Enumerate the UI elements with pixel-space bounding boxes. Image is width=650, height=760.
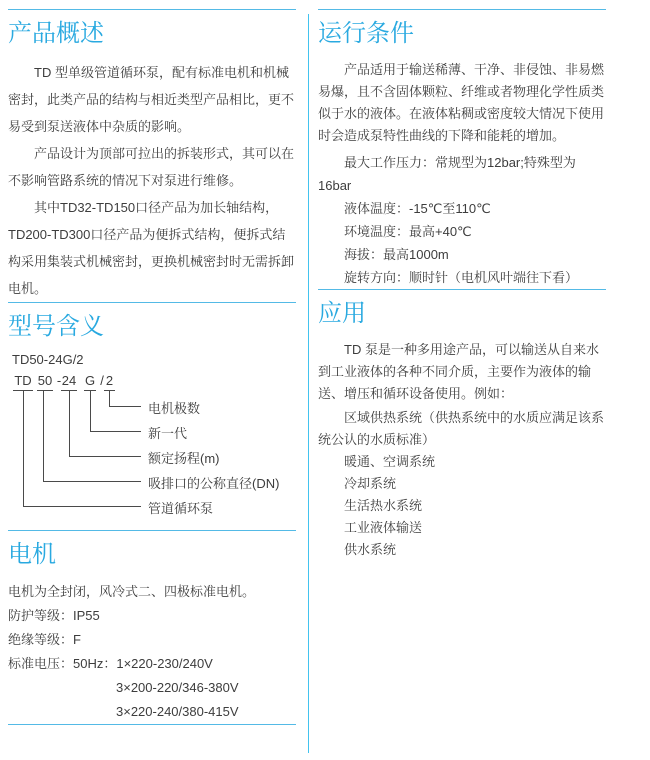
- section-product-overview: [8, 9, 296, 302]
- motor-line-voltage: 3×220-240/380-415V: [116, 704, 239, 719]
- application-item: 生活热水系统: [344, 498, 423, 513]
- spec-max-working-pressure: 最大工作压力：常规型为12bar;特殊型为16bar: [318, 155, 576, 193]
- left-column: [8, 9, 296, 725]
- spec-altitude: 海拔：最高1000m: [344, 247, 449, 262]
- model-connector: [23, 390, 141, 507]
- model-diagram: [8, 373, 296, 523]
- spec-liquid-temperature: 液体温度：-15℃至110℃: [344, 201, 491, 216]
- application-item: 工业液体输送: [344, 520, 423, 535]
- section-title-product-overview: 产品概述: [8, 20, 104, 47]
- section-application: [318, 289, 606, 561]
- section-title-application: 应用: [318, 300, 366, 327]
- model-label-motor-poles: 电机极数: [148, 401, 201, 416]
- model-label-pipeline-pump: 管道循环泵: [148, 501, 214, 516]
- column-divider: [308, 14, 309, 753]
- model-code: TD50-24G/2: [12, 352, 84, 367]
- application-list: [318, 407, 606, 561]
- operating-spec-list: [318, 151, 606, 289]
- operating-paragraph: 产品适用于输送稀薄、干净、非侵蚀、非易燃易爆，且不含固体颗粒、纤维或者物理化学性质类似于水的液体。在液体粘稠或密度较大情况下使用时会造成泵特性曲线的下降和能耗的增加。: [318, 62, 605, 143]
- model-label-new-generation: 新一代: [148, 426, 188, 441]
- section-title-operating-conditions: 运行条件: [318, 20, 414, 47]
- application-item: 区域供热系统（供热系统中的水质应满足该系统公认的水质标准）: [318, 410, 605, 447]
- section-title-motor: 电机: [8, 541, 56, 568]
- model-part-td: TD: [13, 373, 33, 391]
- right-column: [318, 9, 606, 561]
- overview-paragraph: 产品设计为顶部可拉出的拆装形式，其可以在不影响管路系统的情况下对泵进行维修。: [8, 146, 295, 188]
- motor-line-voltage: 3×200-220/346-380V: [116, 680, 239, 695]
- application-item: 暖通、空调系统: [344, 454, 436, 469]
- section-title-model-meaning: 型号含义: [8, 313, 104, 340]
- spec-rotation-direction: 旋转方向：顺时针（电机风叶端往下看）: [344, 270, 579, 285]
- model-part-g: G: [84, 373, 96, 391]
- model-part-2: 2: [104, 373, 115, 391]
- application-paragraph: TD 泵是一种多用途产品，可以输送从自来水到工业液体的各种不同介质，主要作为液体的输送、增压和循环设备使用。例如：: [318, 342, 599, 401]
- application-item: 供水系统: [344, 542, 397, 557]
- motor-line: 电机为全封闭，风冷式二、四极标准电机。: [8, 584, 256, 599]
- model-label-nominal-diameter: 吸排口的公称直径(DN): [148, 476, 280, 491]
- motor-line: 绝缘等级：F: [8, 632, 81, 647]
- section-operating-conditions: [318, 9, 606, 289]
- overview-paragraph: TD 型单级管道循环泵，配有标准电机和机械密封，此类产品的结构与相近类型产品相比，更不易受到泵送液体中杂质的影响。: [8, 65, 295, 134]
- motor-line: 标准电压：50Hz：1×220-230/240V: [8, 656, 213, 671]
- model-part-dash: -: [56, 373, 62, 388]
- overview-paragraph: 其中TD32-TD150口径产品为加长轴结构，TD200-TD300口径产品为便拆式结构，便拆式结构采用集装式机械密封，更换机械密封时无需拆卸电机。: [8, 200, 295, 296]
- application-item: 冷却系统: [344, 476, 397, 491]
- model-part-50: 50: [37, 373, 53, 391]
- model-part-slash: /: [100, 373, 104, 388]
- model-label-rated-head: 额定扬程(m): [148, 451, 220, 466]
- section-motor: [8, 530, 296, 725]
- section-model-meaning: [8, 302, 296, 530]
- model-part-24: 24: [61, 373, 77, 391]
- motor-line: 防护等级：IP55: [8, 608, 100, 623]
- spec-ambient-temperature: 环境温度：最高+40℃: [344, 224, 472, 239]
